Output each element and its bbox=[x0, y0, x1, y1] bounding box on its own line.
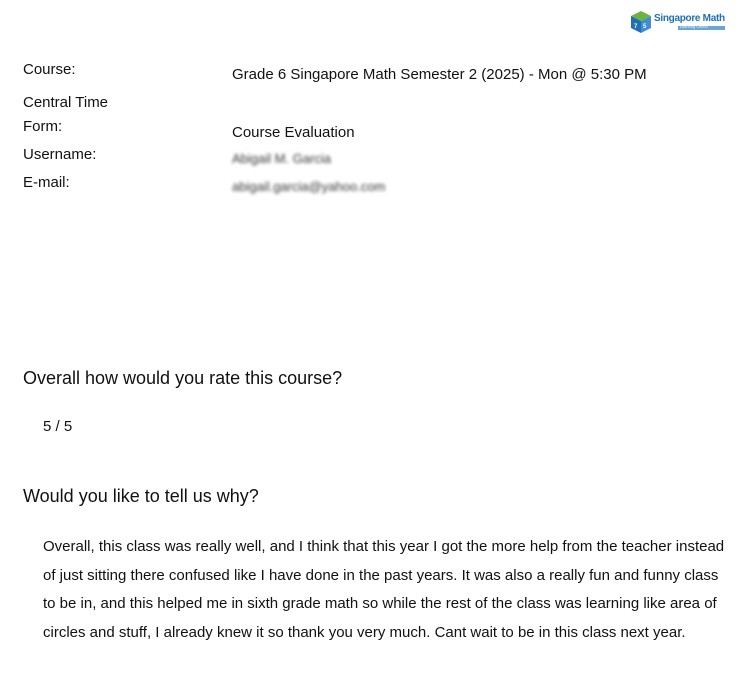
rating-answer: 5 / 5 bbox=[43, 418, 73, 435]
username-value: Abigail M. Garcia bbox=[232, 151, 331, 166]
logo-subtitle: Learning Center bbox=[678, 26, 725, 30]
rating-question: Overall how would you rate this course? bbox=[23, 368, 343, 388]
svg-text:7: 7 bbox=[634, 24, 638, 30]
course-value: Grade 6 Singapore Math Semester 2 (2025) - Mon @ 5:30 PM bbox=[232, 66, 647, 83]
timezone-label: Central Time bbox=[23, 94, 109, 111]
svg-text:5: 5 bbox=[643, 24, 647, 30]
email-label: E-mail: bbox=[23, 174, 70, 191]
singapore-math-logo bbox=[630, 9, 726, 35]
form-value: Course Evaluation bbox=[232, 124, 355, 141]
logo-name: Singapore Math bbox=[654, 13, 725, 25]
course-label: Course: bbox=[23, 61, 76, 78]
form-label: Form: bbox=[23, 118, 63, 135]
cube-logo-icon bbox=[630, 10, 652, 34]
email-value: abigail.garcia@yahoo.com bbox=[232, 179, 386, 194]
why-question: Would you like to tell us why? bbox=[23, 486, 259, 506]
why-answer: Overall, this class was really well, and I think that this year I got the more help from the teacher instead of just sitting there confused like I have done in the past years. It was also a really fun and funny class to be in, and this helped me in sixth grade math so while the rest of the class was learning like area of circles and stuff, I already knew it so thank you very much. Cant wait to be in this class next year. bbox=[43, 538, 725, 641]
username-label: Username: bbox=[23, 146, 97, 163]
